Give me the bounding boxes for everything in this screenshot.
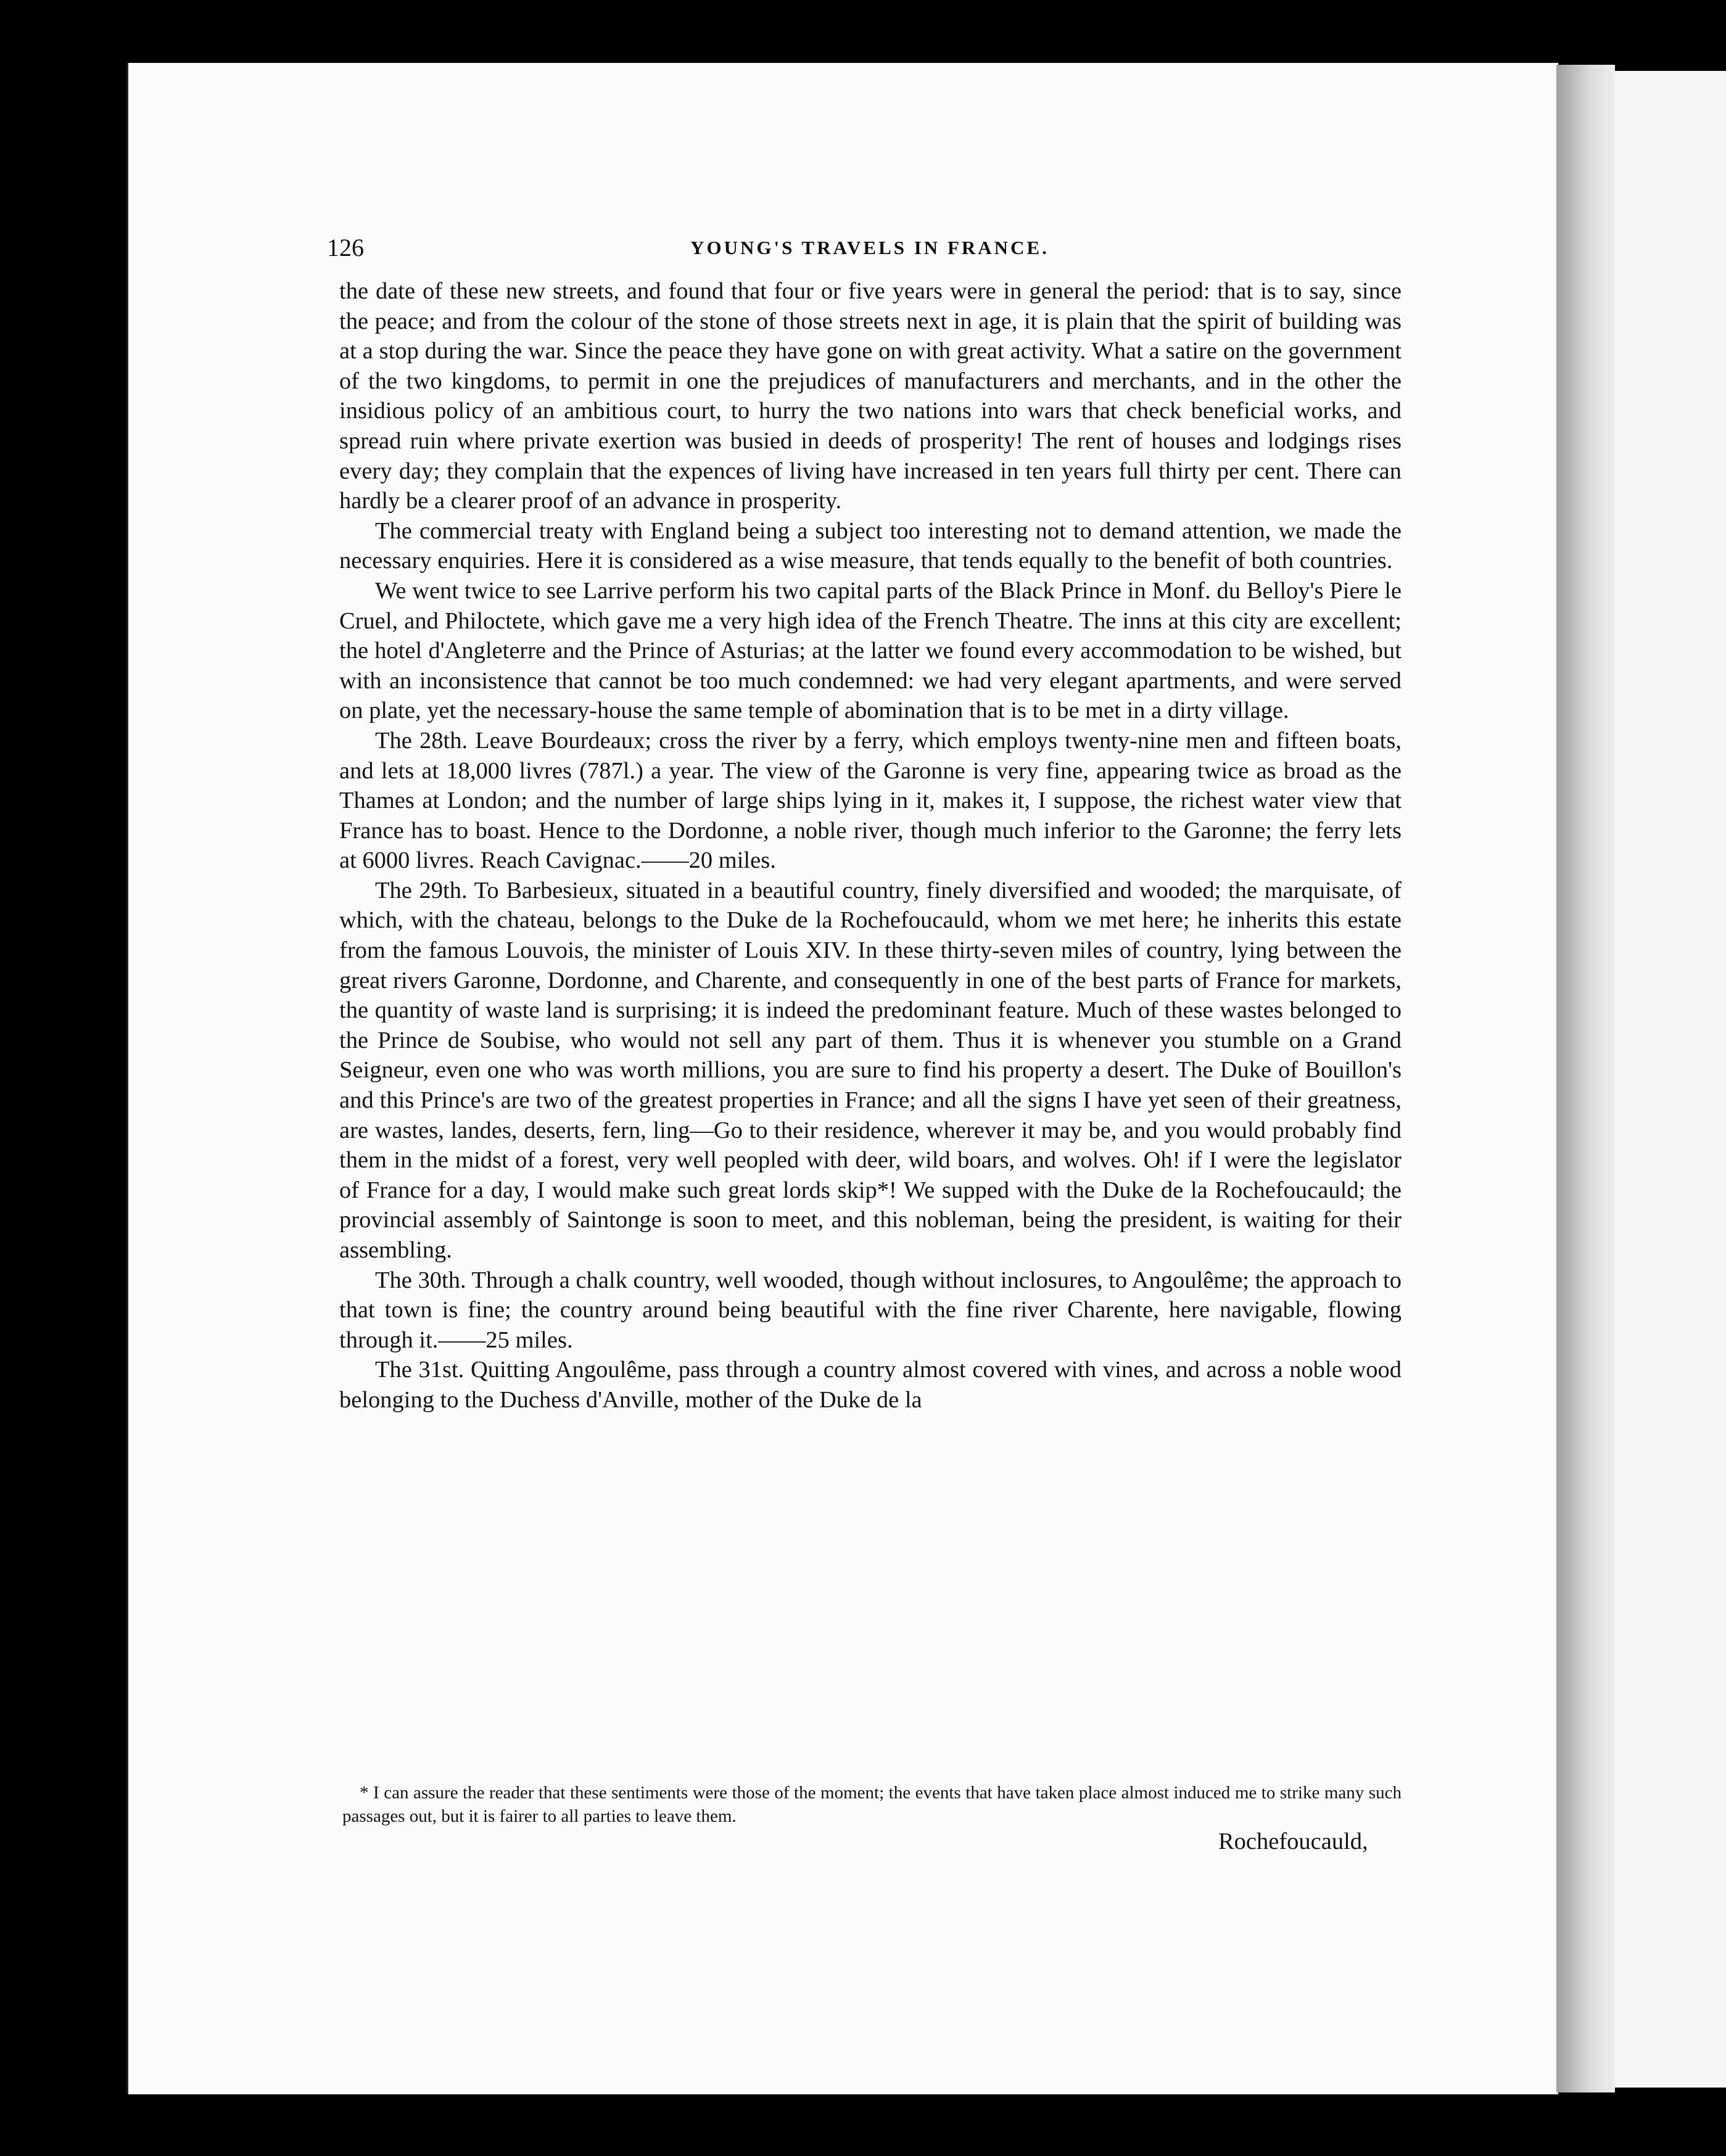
- body-text: [339, 276, 1402, 1415]
- paragraph: The 28th. Leave Bourdeaux; cross the river by a ferry, which employs twenty-nine men and fifteen boats, and lets at 18,000 livres (787l.) a year. The view of the Garonne is very fine, appearing twice as broad as the Thames at London; and the number of large ships lying in it, makes it, I suppose, the richest water view that France has to boast. Hence to the Dordonne, a noble river, though much inferior to the Garonne; the ferry lets at 6000 livres. Reach Cavignac.——20 miles.: [339, 727, 1402, 874]
- running-head: YOUNG'S TRAVELS IN FRANCE.: [690, 237, 1049, 258]
- page-header: [327, 233, 1413, 270]
- paragraph: the date of these new streets, and found that four or five years were in general the period: that is to say, since the peace; and from the colour of the stone of those streets next in age, it is plain that the spirit of building was at a stop during the war. Since the peace they have gone on with great activity. What a satire on the government of the two kingdoms, to permit in one the prejudices of manufacturers and merchants, and in the other the insidious policy of an ambitious court, to hurry the two nations into wars that check beneficial works, and spread ruin where private exertion was busied in deeds of prosperity! The rent of houses and lodgings rises every day; they complain that the expences of living have increased in ten years full thirty per cent. There can hardly be a clearer proof of an advance in prosperity.: [339, 278, 1402, 514]
- page-edge-shadow: [1556, 65, 1615, 2092]
- paragraph: The commercial treaty with England being a subject too interesting not to demand attention, we made the necessary enquiries. Here it is considered as a wise measure, that tends equally to the benefit of both countries.: [339, 517, 1402, 574]
- page-number: 126: [327, 234, 364, 261]
- paragraph: The 31st. Quitting Angoulême, pass through a country almost covered with vines, and across a noble wood belonging to the Duchess d'Anville, mother of the Duke de la: [339, 1357, 1402, 1413]
- paragraph: The 30th. Through a chalk country, well wooded, though without inclosures, to Angoulême; the approach to that town is fine; the country around being beautiful with the fine river Charente, here navigable, flowing through it.——25 miles.: [339, 1267, 1402, 1353]
- facing-page: [1615, 71, 1726, 2088]
- footnote: * I can assure the reader that these sentiments were those of the moment; the events that have taken place almost induced me to strike many such passages out, but it is fairer to all parties to leave them.: [342, 1783, 1402, 1826]
- paragraph: We went twice to see Larrive perform his two capital parts of the Black Prince in Monf. du Belloy's Piere le Cruel, and Philoctete, which gave me a very high idea of the French Theatre. The inns at this city are excellent; the hotel d'Angleterre and the Prince of Asturias; at the latter we found every accommodation to be wished, but with an inconsistence that cannot be too much condemned: we had very elegant apartments, and were served on plate, yet the necessary-house the same temple of abomination that is to be met in a dirty village.: [339, 577, 1402, 724]
- paragraph: The 29th. To Barbesieux, situated in a beautiful country, finely diversified and wooded; the marquisate, of which, with the chateau, belongs to the Duke de la Rochefoucauld, whom we met here; he inherits this estate from the famous Louvois, the minister of Louis XIV. In these thirty-seven miles of country, lying between the great rivers Garonne, Dordonne, and Charente, and consequently in one of the best parts of France for markets, the quantity of waste land is surprising; it is indeed the predominant feature. Much of these wastes belonged to the Prince de Soubise, who would not sell any part of them. Thus it is whenever you stumble on a Grand Seigneur, even one who was worth millions, you are sure to find his property a desert. The Duke of Bouillon's and this Prince's are two of the greatest properties in France; and all the signs I have yet seen of their greatness, are wastes, landes, deserts, fern, ling—Go to their residence, wherever it may be, and you would probably find them in the midst of a forest, very well peopled with deer, wild boars, and wolves. Oh! if I were the legislator of France for a day, I would make such great lords skip*! We supped with the Duke de la Rochefoucauld; the provincial assembly of Saintonge is soon to meet, and this nobleman, being the president, is waiting for their assembling.: [339, 877, 1402, 1263]
